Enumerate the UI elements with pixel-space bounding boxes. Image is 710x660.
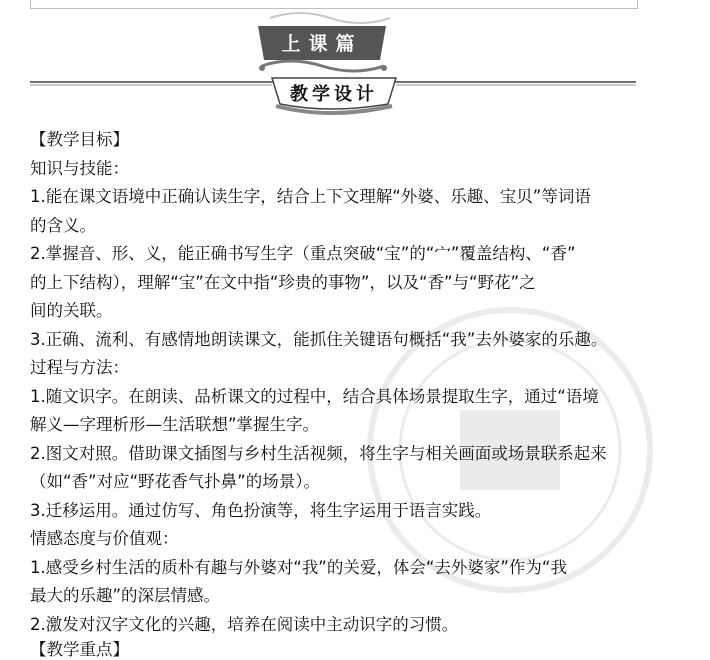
text-line: 1.能在课文语境中正确认读生字，结合上下文理解“外婆、乐趣、宝贝”等词语 xyxy=(30,187,591,206)
text-line: 1.随文识字。在朗读、品析课文的过程中，结合具体场景提取生字，通过“语境 xyxy=(30,386,599,406)
text-line: 最大的乐趣”的深层情感。 xyxy=(30,586,221,605)
text-line: 3.迁移运用。通过仿写、角色扮演等，将生字运用于语言实践。 xyxy=(30,500,492,520)
key-points-heading: 【教学重点】 xyxy=(30,640,129,659)
text-line: 解义—字理析形—生活联想”掌握生字。 xyxy=(30,415,320,434)
text-line: 3.正确、流利、有感情地朗读课文，能抓住关键语句概括“我”去外婆家的乐趣。 xyxy=(30,329,608,349)
text-line: （如“香”对应“野花香气扑鼻”的场景）。 xyxy=(30,472,320,491)
text-line: 2.图文对照。借助课文插图与乡村生活视频，将生字与相关画面或场景联系起来 xyxy=(30,443,607,463)
emotion-values-heading: 情感态度与价值观： xyxy=(30,529,179,548)
text-line: 间的关联。 xyxy=(30,301,113,320)
page-border xyxy=(30,0,638,9)
objectives-heading: 【教学目标】 xyxy=(30,130,129,149)
text-line: 的含义。 xyxy=(30,215,96,235)
text-line: 的上下结构），理解“宝”在文中指“珍贵的事物”，以及“香”与“野花”之 xyxy=(30,272,536,292)
knowledge-skills-heading: 知识与技能： xyxy=(30,158,129,178)
text-line: 2.掌握音、形、义，能正确书写生字（重点突破“宝”的“宀”覆盖结构、“香” xyxy=(30,244,576,263)
section-title: 上课篇 xyxy=(281,32,363,55)
design-title: 教学设计 xyxy=(290,84,378,105)
text-line: 1.感受乡村生活的质朴有趣与外婆对“我”的关爱，体会“去外婆家”作为“我 xyxy=(30,557,567,577)
text-line: 2.激发对汉字文化的兴趣，培养在阅读中主动识字的习惯。 xyxy=(30,614,459,634)
document-body xyxy=(30,126,642,639)
process-methods-heading: 过程与方法： xyxy=(30,358,129,377)
